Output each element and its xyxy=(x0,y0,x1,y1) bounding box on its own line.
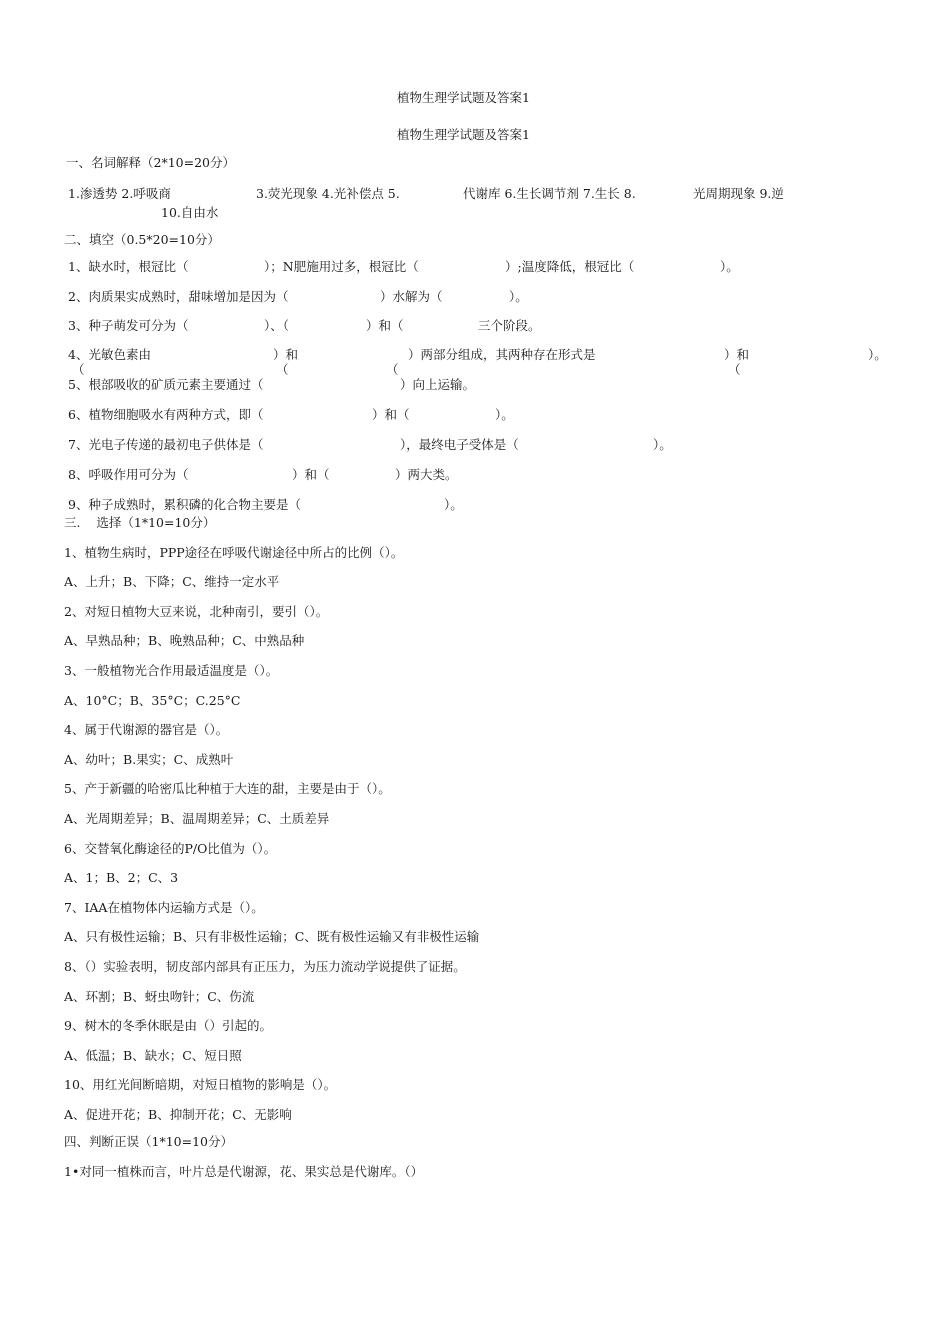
question-text: ）。 xyxy=(720,259,739,274)
choice-line: A、低温；B、缺水；C、短日照 xyxy=(64,1048,242,1063)
question-text: 8、呼吸作用可分为（ xyxy=(68,467,189,482)
question-text: ）。 xyxy=(653,437,672,452)
definitions-text-5: 10.自由水 xyxy=(161,205,219,220)
question-text: 9、种子成熟时，累积磷的化合物主要是（ xyxy=(68,497,301,512)
definitions-text-2: 3.荧光现象 4.光补偿点 5. xyxy=(256,186,400,201)
question-text: ）和（ xyxy=(366,318,404,333)
question-text: 6、植物细胞吸水有两种方式，即（ xyxy=(68,407,264,422)
question-text: ）和 xyxy=(724,347,750,362)
choice-line: 6、交替氧化酶途径的P/O比值为（）。 xyxy=(64,841,277,856)
section-heading-fill-in: 二、填空（0.5*20=10分） xyxy=(64,232,220,247)
choice-line: 5、产于新疆的哈密瓜比种植于大连的甜，主要是由于（）。 xyxy=(64,781,391,796)
definitions-text-4: 光周期现象 9.逆 xyxy=(693,186,784,201)
question-text: ）;温度降低，根冠比（ xyxy=(505,259,635,274)
choice-line: A、环割；B、蚜虫吻针；C、伤流 xyxy=(64,989,255,1004)
choice-line: A、只有极性运输；B、只有非极性运输；C、既有极性运输又有非极性运输 xyxy=(64,929,480,944)
choice-line: A、光周期差异；B、温周期差异；C、土质差异 xyxy=(64,811,330,826)
question-text: ）。 xyxy=(444,497,463,512)
section-heading-definitions: 一、名词解释（2*10=20分） xyxy=(66,155,235,170)
question-text: 7、光电子传递的最初电子供体是（ xyxy=(68,437,264,452)
question-text: （ xyxy=(728,362,741,377)
question-text: ）和（ xyxy=(292,467,330,482)
question-text: 4、光敏色素由 xyxy=(68,347,151,362)
question-text: 三个阶段。 xyxy=(478,318,541,333)
question-text: ）。 xyxy=(495,407,514,422)
choice-line: 8、（）实验表明，韧皮部内部具有正压力，为压力流动学说提供了证据。 xyxy=(64,959,466,974)
choice-line: A、促进开花；B、抑制开花；C、无影响 xyxy=(64,1107,292,1122)
choice-line: 10、用红光间断暗期，对短日植物的影响是（）。 xyxy=(64,1077,337,1092)
choice-line: A、10°C；B、35°C；C.25°C xyxy=(64,693,241,708)
question-text: ）两部分组成，其两种存在形式是 xyxy=(408,347,596,362)
choice-line: A、上升；B、下降；C、维持一定水平 xyxy=(64,574,280,589)
question-text: （ xyxy=(72,362,85,377)
document-title: 植物生理学试题及答案1 xyxy=(397,127,530,142)
question-text: ）向上运输。 xyxy=(400,377,476,392)
definitions-text-1: 1.渗透势 2.呼吸商 xyxy=(68,186,171,201)
question-text: 2、肉质果实成熟时，甜味增加是因为（ xyxy=(68,289,289,304)
question-text: （ xyxy=(276,362,289,377)
question-text: 5、根部吸收的矿质元素主要通过（ xyxy=(68,377,264,392)
question-text: ）。 xyxy=(868,347,887,362)
choice-line: 2、对短日植物大豆来说，北种南引，要引（）。 xyxy=(64,604,329,619)
choice-line: 4、属于代谢源的器官是（）。 xyxy=(64,722,229,737)
question-text: ）。 xyxy=(509,289,528,304)
choice-line: 7、IAA在植物体内运输方式是（）。 xyxy=(64,900,264,915)
question-text: ）水解为（ xyxy=(380,289,443,304)
question-text: ）和 xyxy=(273,347,299,362)
choice-line: 1、植物生病时，PPP途径在呼吸代谢途径中所占的比例（）。 xyxy=(64,545,404,560)
question-text: ）；N肥施用过多，根冠比（ xyxy=(264,259,419,274)
question-text: 3、种子萌发可分为（ xyxy=(68,318,189,333)
choice-line: A、早熟品种；B、晚熟品种；C、中熟品种 xyxy=(64,633,305,648)
question-text: ）、（ xyxy=(264,318,290,333)
definitions-text-3: 代谢库 6.生长调节剂 7.生长 8. xyxy=(463,186,636,201)
choice-line: A、幼叶；B.果实；C、成熟叶 xyxy=(64,752,234,767)
question-text: ），最终电子受体是（ xyxy=(400,437,519,452)
document-header: 植物生理学试题及答案1 xyxy=(397,90,530,105)
question-text: 1、缺水时，根冠比（ xyxy=(68,259,189,274)
choice-line: 3、一般植物光合作用最适温度是（）。 xyxy=(64,663,279,678)
question-text: ）两大类。 xyxy=(395,467,458,482)
section-heading-true-false: 四、判断正误（1*10=10分） xyxy=(64,1134,233,1149)
choice-line: A、1；B、2；C、3 xyxy=(64,870,179,885)
question-text: ）和（ xyxy=(372,407,410,422)
question-text: （ xyxy=(386,362,399,377)
choice-line: 9、树木的冬季休眠是由（）引起的。 xyxy=(64,1018,272,1033)
section-heading-choice: 三. 选择（1*10=10分） xyxy=(64,515,216,530)
true-false-question-1: 1•对同一植株而言，叶片总是代谢源，花、果实总是代谢库。（） xyxy=(64,1164,424,1179)
